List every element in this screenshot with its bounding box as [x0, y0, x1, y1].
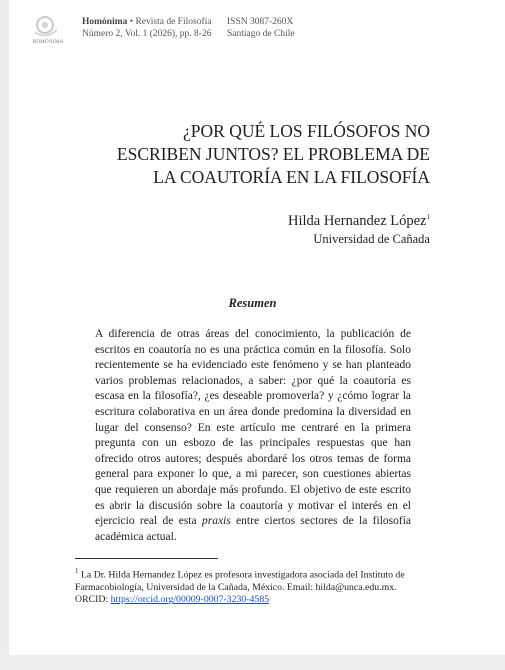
abstract-text: A diferencia de otras áreas del conocimiento, la publicación de escritos en coautoría no es una práctica común en la filosofía. Solo recientemente se ha evidenciado este fenómeno y se han planteado varios problemas relacionados, a saber: ¿por qué la coautoría es escasa en la filosofía?, ¿es deseable promoverla? y ¿cómo lograr la escritura colaborativa en un área donde predomina la diversidad en lugar del consenso? En este artículo me centraré en la primera pregunta con un esbozo de las principales respuestas que han ofrecido otros autores; después abordaré los otros temas de forma general para exponer lo que, a mi parecer, son cuestiones abiertas que requieren un abordaje más profundo. El objetivo de este escrito es abrir la discusión sobre la coautoría y motivar el interés en el ejercicio real de esta — [95, 328, 411, 528]
page-gap — [0, 655, 505, 670]
author-name-text: Hilda Hernandez López — [288, 213, 427, 229]
abstract-body — [95, 327, 411, 545]
title-line: ¿POR QUÉ LOS FILÓSOFOS NO — [183, 121, 430, 141]
footnote-text: La Dr. Hilda Hernandez López es profesora investigadora asociada del Instituto de Farmacobiología, Universidad de la Cañada, México. Email: hilda@unca.edu.mx. ORCID: — [75, 569, 405, 606]
article-title — [100, 120, 430, 189]
page-margin — [0, 0, 9, 655]
title-line: ESCRIBEN JUNTOS? EL PROBLEMA DE — [116, 144, 430, 164]
journal-title — [82, 17, 211, 27]
title-line: LA COAUTORÍA EN LA FILOSOFÍA — [153, 167, 430, 187]
footnote-mark: 1 — [75, 567, 79, 575]
author-footnote-mark: 1 — [426, 213, 430, 222]
footnote-divider — [75, 558, 218, 559]
orcid-link[interactable]: https://orcid.org/00009-0007-3230-4585 — [110, 594, 270, 606]
journal-subtitle: • Revista de Filosofía — [127, 17, 212, 27]
abstract-italic-term: praxis — [201, 515, 231, 528]
footnote — [75, 565, 430, 607]
author-affiliation: Universidad de Cañada — [313, 232, 430, 246]
logo-text: HOMÓNIMA — [32, 40, 64, 45]
abstract-heading: Resumen — [228, 296, 277, 310]
issue-info: Número 2, Vol. 1 (2026), pp. 8-26 — [82, 29, 212, 39]
journal-name: Homónima — [82, 17, 128, 27]
issn: ISSN 3087-260X — [227, 17, 294, 27]
city: Santiago de Chile — [227, 29, 295, 39]
abstract-text-end: entre ciertos sectores de la filosofía académica actual. — [95, 515, 411, 543]
author-name — [288, 213, 430, 230]
